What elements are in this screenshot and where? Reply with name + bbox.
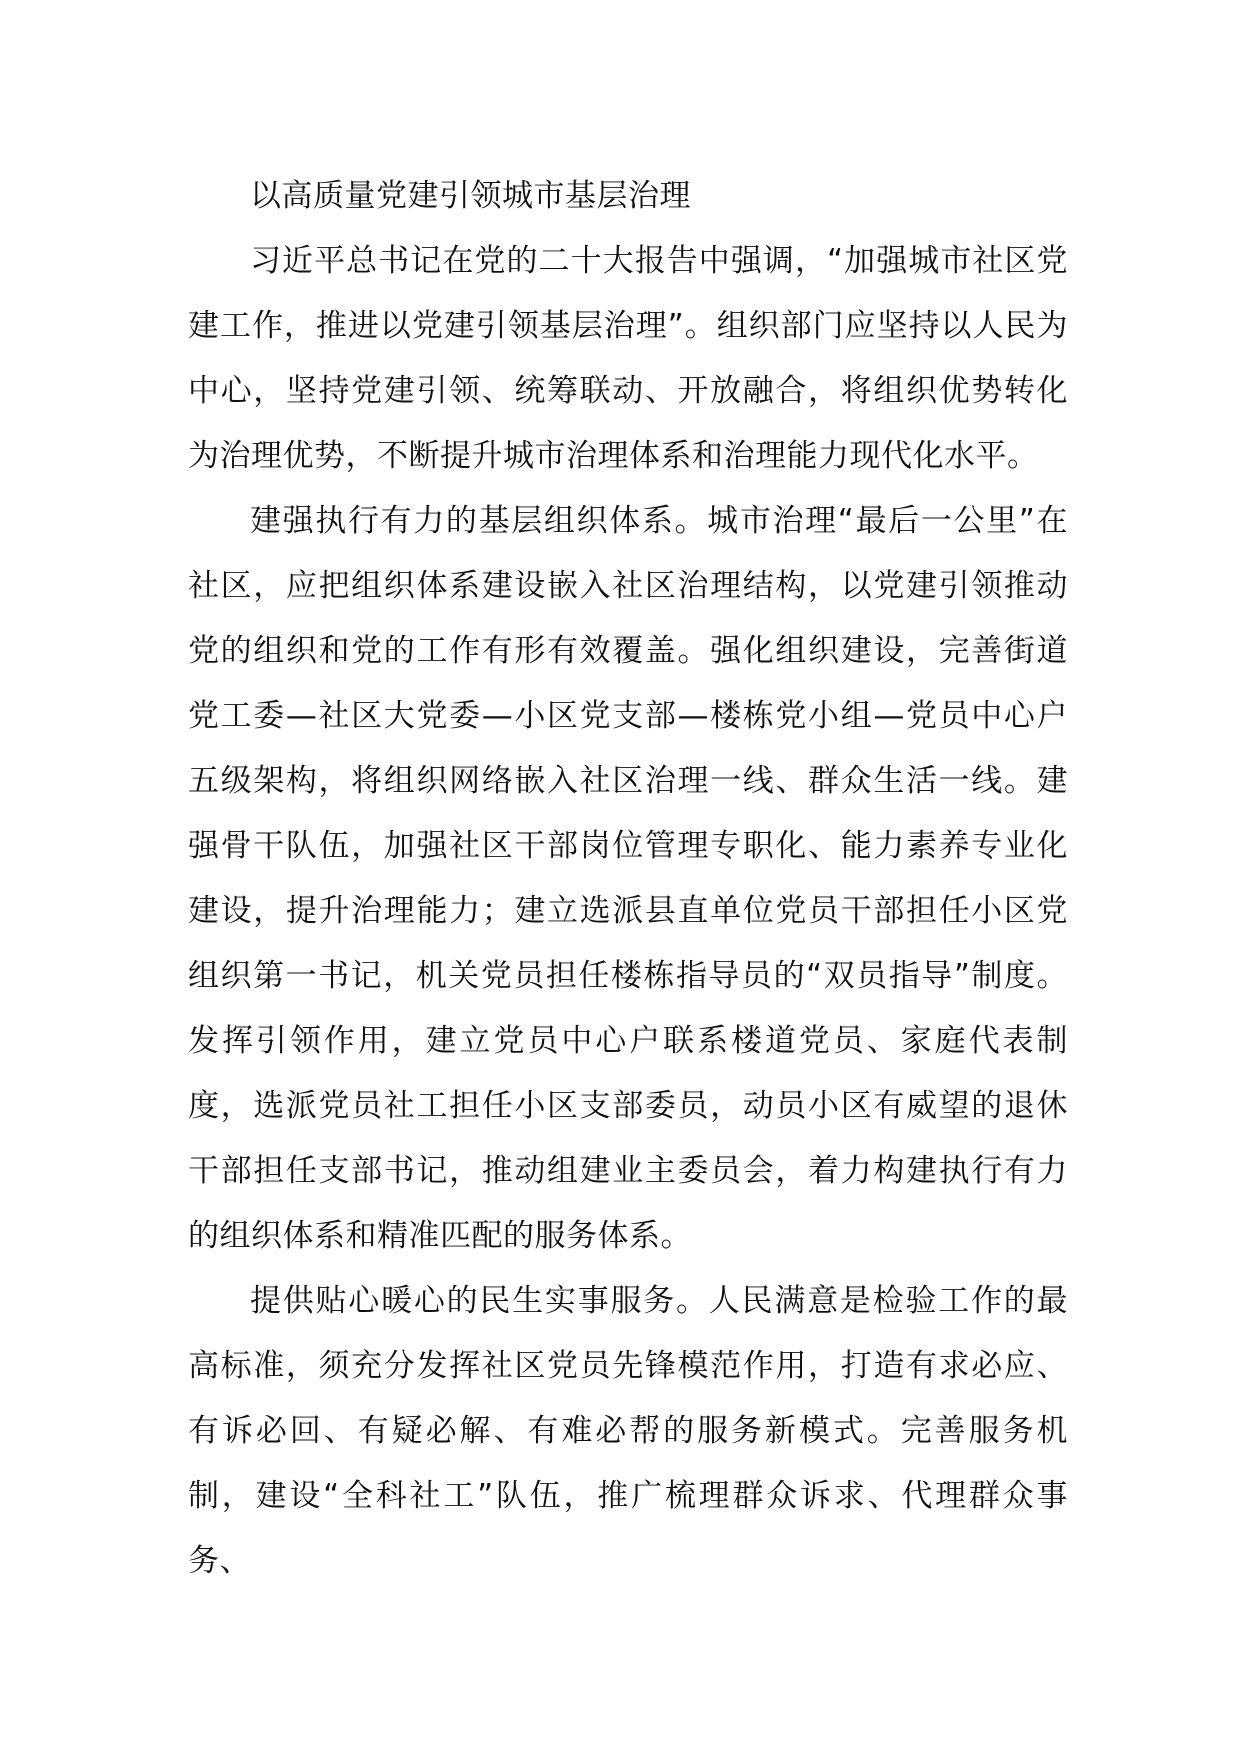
paragraph-livelihood-services: 提供贴心暖心的民生实事服务。人民满意是检验工作的最高标准，须充分发挥社区党员先锋模范作用，打造有求必应、有诉必回、有疑必解、有难必帮的服务新模式。完善服务机制，建设“全科社工”队伍，推广梳理群众诉求、代理群众事务、 <box>188 1283 1068 1579</box>
document-body <box>188 164 1068 1594</box>
paragraph-intro: 习近平总书记在党的二十大报告中强调，“加强城市社区党建工作，推进以党建引领基层治理”。组织部门应坚持以人民为中心，坚持党建引领、统筹联动、开放融合，将组织优势转化为治理优势，不断提升城市治理体系和治理能力现代化水平。 <box>188 243 1068 474</box>
document-title: 以高质量党建引领城市基层治理 <box>250 178 691 214</box>
paragraph-organization-system: 建强执行有力的基层组织体系。城市治理“最后一公里”在社区，应把组织体系建设嵌入社区治理结构，以党建引领推动党的组织和党的工作有形有效覆盖。强化组织建设，完善街道党工委—社区大党委—小区党支部—楼栋党小组—党员中心户五级架构，将组织网络嵌入社区治理一线、群众生活一线。建强骨干队伍，加强社区干部岗位管理专职化、能力素养专业化建设，提升治理能力；建立选派县直单位党员干部担任小区党组织第一书记，机关党员担任楼栋指导员的“双员指导”制度。发挥引领作用，建立党员中心户联系楼道党员、家庭代表制度，选派党员社工担任小区支部委员，动员小区有威望的退休干部担任支部书记，推动组建业主委员会，着力构建执行有力的组织体系和精准匹配的服务体系。 <box>188 503 1068 1254</box>
